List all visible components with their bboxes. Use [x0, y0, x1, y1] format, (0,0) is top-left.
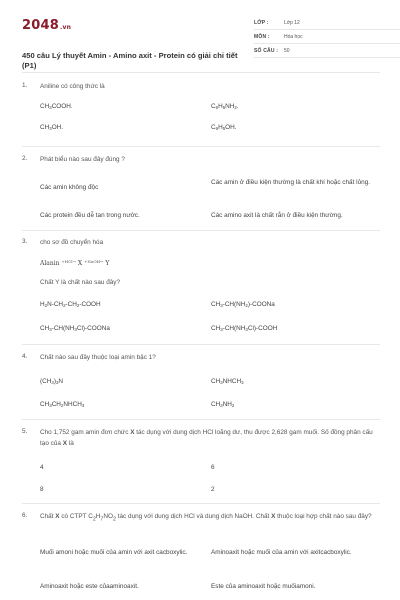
option-a[interactable]: Các amin không độc [40, 184, 99, 191]
question-stem: cho sơ đồ chuyển hóa [40, 239, 104, 246]
option-a[interactable]: $(CH_3)_3N$ [40, 378, 64, 385]
option-d[interactable]: Các amino axit là chất rắn ở điều kiện thường. [211, 212, 343, 219]
divider [22, 146, 380, 147]
meta-count-row [254, 46, 400, 58]
question-number: 2. [22, 155, 28, 162]
option-d[interactable]: Este của aminoaxit hoặc muốiamoni. [211, 583, 316, 590]
option-b[interactable]: Các amin ở điều kiện thường là chất khí hoặc chất lỏng. [211, 179, 371, 186]
site-logo[interactable]: 2048.vn [22, 18, 72, 33]
document-header [22, 18, 380, 70]
meta-value: Hóa học [284, 34, 303, 40]
meta-value: Lớp 12 [284, 20, 300, 26]
question-number: 5. [22, 428, 28, 435]
question-sub-stem: Chất Y là chất nào sau đây? [40, 279, 121, 286]
question-stem: Chất X có CTPT $C_2H_7NO_2$ tác dụng với dung dịch HCl và dung dịch NaOH. Chất X thuộc loại hợp chất nào sau đây? [40, 513, 372, 523]
scheme-mid: X [77, 260, 83, 267]
option-d[interactable]: $C_6H_5OH$. [211, 124, 237, 131]
option-b[interactable]: Aminoaxit hoặc muối của amin với axitcacboxylic. [211, 549, 352, 556]
scheme-start: Alanin [40, 260, 60, 267]
option-a[interactable]: $H_2N-CH_2-CH_2$-COOH [40, 301, 101, 308]
scheme-reagent: +HCl [61, 259, 73, 264]
divider [22, 344, 380, 345]
option-c[interactable]: $CH_3CH_2NHCH_3$ [40, 401, 85, 408]
question-number: 1. [22, 82, 28, 89]
option-c[interactable]: $CH_3-CH(NH_3Cl)$-COONa [40, 325, 110, 332]
option-c[interactable]: $CH_3OH$. [40, 124, 64, 131]
scheme-reagent: +NaOH [84, 259, 101, 264]
option-b[interactable]: $CH_3-CH(NH_2)$-COONa [211, 301, 275, 308]
question-stem: Aniline có công thức là [40, 83, 105, 90]
divider [22, 230, 380, 231]
meta-subject-row [254, 32, 400, 44]
option-c[interactable]: Aminoaxit hoặc este củaaminoaxit. [40, 583, 139, 590]
question-stem: Phát biểu nào sau đây đúng ? [40, 156, 125, 163]
meta-label: SỐ CÂU : [254, 48, 279, 54]
option-d[interactable]: $CH_3NH_2$ [211, 401, 235, 408]
meta-label: MÔN : [254, 34, 270, 40]
document-title: 450 câu Lý thuyết Amin - Amino axit - Protein có giải chi tiết (P1) [22, 51, 238, 70]
meta-value: 50 [284, 48, 290, 54]
arrow-icon: +HCl→ [61, 259, 76, 264]
meta-label: LỚP : [254, 20, 269, 26]
arrow-icon: +NaOH→ [84, 259, 104, 264]
conversion-scheme [40, 259, 109, 267]
option-d[interactable]: $CH_3-CH(NH_3Cl)$-COOH [211, 325, 278, 332]
document-meta [254, 18, 400, 60]
option-b[interactable]: $C_6H_5NH_2$. [211, 103, 239, 110]
option-c[interactable]: Các protein đều dễ tan trong nước. [40, 212, 140, 219]
question-number: 4. [22, 353, 28, 360]
option-d[interactable]: 2 [211, 486, 215, 493]
divider [22, 503, 380, 504]
option-b[interactable]: 6 [211, 464, 215, 471]
scheme-end: Y [105, 260, 110, 267]
question-stem: Chất nào sau đây thuộc loại amin bậc 1? [40, 354, 156, 361]
question-number: 3. [22, 238, 28, 245]
divider [22, 419, 380, 420]
meta-class-row [254, 18, 400, 30]
question-number: 6. [22, 512, 28, 519]
option-a[interactable]: Muối amoni hoặc muối của amin với axit cacboxylic. [40, 549, 188, 556]
option-b[interactable]: $CH_3NHCH_3$ [211, 378, 244, 385]
option-c[interactable]: 8 [40, 486, 44, 493]
option-a[interactable]: $CH_3COOH$. [40, 103, 73, 110]
divider [22, 72, 380, 73]
question-stem: Cho 1,752 gam amin đơn chức X tác dụng với dung dịch HCl loãng dư, thu được 2,628 gam muối. Số đồng phân cấu tạo của X là [40, 429, 373, 447]
option-a[interactable]: 4 [40, 464, 44, 471]
